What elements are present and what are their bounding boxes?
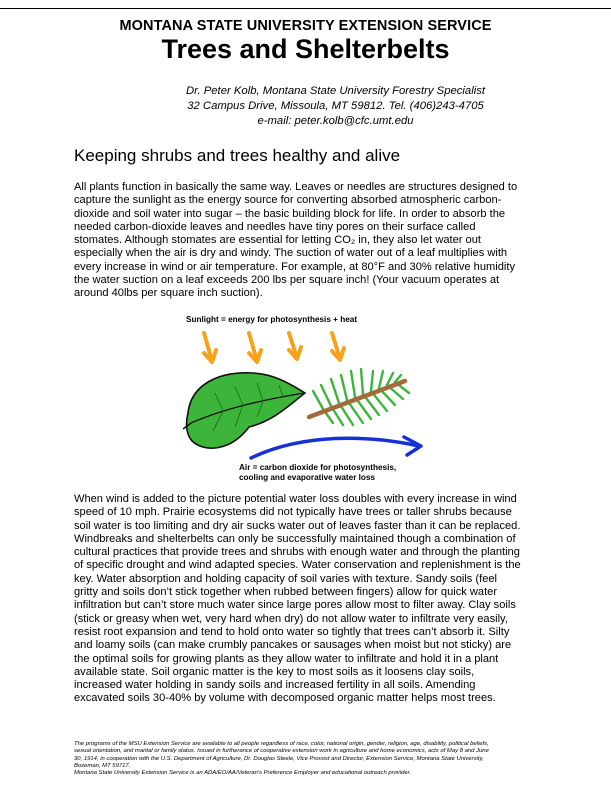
text-line: When wind is added to the picture potential water loss doubles with every increase in wind bbox=[74, 493, 517, 505]
footer-line: 30, 1914, in cooperation with the U.S. Department of Agriculture, Dr. Douglas Steele, Vice Provost and Director, Extension Service, Montana State University, bbox=[74, 755, 484, 762]
text-line: stomates. Although stomates are essential for letting CO₂ in, they also let water out bbox=[74, 234, 481, 247]
sun-arrow-icon bbox=[289, 333, 301, 359]
text-line: excavated soils 30-40% by volume with decomposed organic matter helps most trees. bbox=[74, 692, 496, 705]
text-line: capture the sunlight as the energy source for converting absorbed atmospheric carbon- bbox=[74, 194, 502, 207]
section-heading: Keeping shrubs and trees healthy and alive bbox=[74, 146, 401, 165]
footer-disclaimer bbox=[74, 741, 564, 777]
text-line: of specific drought and wind adapted species. Water conservation and replenishment is the bbox=[74, 559, 521, 572]
author-line: Dr. Peter Kolb, Montana State University Forestry Specialist bbox=[185, 85, 486, 97]
email-line: e-mail: peter.kolb@cfc.umt.edu bbox=[257, 115, 414, 127]
address-line: 32 Campus Drive, Missoula, MT 59812. Tel. (406)243-4705 bbox=[187, 100, 484, 112]
photosynthesis-diagram bbox=[183, 313, 433, 487]
text-line: and loamy soils (can make crumbly pancakes or sausages when moist but not sticky) are bbox=[74, 639, 512, 652]
text-line: speed of 10 mph. Prairie ecosystems did not typically have trees or taller shrubs because bbox=[74, 506, 512, 519]
text-line: increased water holding in sandy soils and increased fertility in all soils. Amending bbox=[74, 679, 476, 692]
diagram-graphic bbox=[183, 313, 433, 487]
text-line: All plants function in basically the same way. Leaves or needles are structures designed to bbox=[74, 181, 518, 193]
footer-line: sexual orientation, and marital or family status. Issued in furtherance of cooperative extension work in agriculture and home economics, acts of May 8 and June bbox=[74, 748, 489, 755]
author-block bbox=[0, 84, 611, 129]
text-line: cultural practices that provide trees and shrubs with enough water and through the planting bbox=[74, 546, 520, 559]
top-rule bbox=[0, 8, 611, 9]
text-line: around 40lbs per square inch suction). bbox=[74, 287, 263, 300]
text-line: infiltration but can’t store much water since large pores allow most to filter away. Clay soils bbox=[74, 599, 516, 612]
text-line: Windbreaks and shelterbelts can only be successfully maintained though a combination of bbox=[74, 532, 516, 545]
text-line: every increase in wind or air temperature. For example, at 80°F and 30% relative humidity bbox=[74, 260, 515, 273]
text-line: soil water is too limiting and dry air sucks water out of leaves faster than it can be replaced. bbox=[74, 519, 521, 532]
conifer-twig-icon bbox=[309, 369, 409, 425]
sun-arrow-icon bbox=[204, 333, 216, 362]
air-label-line2: cooling and evaporative water loss bbox=[239, 473, 376, 482]
sunlight-label: Sunlight = energy for photosynthesis + heat bbox=[186, 315, 358, 324]
text-line: the optimal soils for growing plants as they allow water to infiltrate and hold it in a plant bbox=[74, 652, 499, 665]
text-line: (stick or greasy when wet, very hard when dry) do not allow water to infiltrate very easily, bbox=[74, 612, 508, 625]
text-line: key. Water absorption and holding capacity of soil varies with texture. Sandy soils (feel bbox=[74, 572, 498, 585]
organization-name: MONTANA STATE UNIVERSITY EXTENSION SERVICE bbox=[119, 18, 492, 34]
broad-leaf-icon bbox=[183, 373, 305, 448]
sun-arrow-icon bbox=[332, 333, 344, 360]
text-line: needed carbon-dioxide leaves and needles have tiny pores on their surface called bbox=[74, 220, 476, 233]
text-line: the water suction on a leaf exceeds 200 lbs per square inch! (Your vacuum operates at bbox=[74, 274, 500, 287]
sun-arrow-icon bbox=[249, 333, 261, 362]
footer-line: The programs of the MSU Extension Service are available to all people regardless of race, color, national origin, gender, religion, age, disability, political beliefs, bbox=[74, 741, 489, 747]
paragraph-soils bbox=[74, 493, 542, 706]
text-line: especially when the air is dry and windy. The suction of water out of a leaf multiplies with bbox=[74, 247, 508, 260]
text-line: available state. Soil organic matter is the key to most soils as it loosens clay soils, bbox=[74, 665, 475, 678]
text-line: resist root expansion and tend to hold onto water so tightly that trees can’t absorb it. Silty bbox=[74, 625, 510, 638]
air-label-line1: Air = carbon dioxide for photosynthesis, bbox=[239, 463, 397, 472]
paragraph-intro bbox=[74, 181, 542, 301]
text-line: dioxide and soil water into sugar – the basic building block for life. In order to absorb the bbox=[74, 207, 506, 220]
footer-line: Bozeman, MT 59717. bbox=[74, 762, 131, 769]
text-line: gritty and soils don’t stick together when rubbed between fingers) allow for quick water bbox=[74, 586, 498, 599]
page-title: Trees and Shelterbelts bbox=[161, 34, 450, 64]
sunlight-arrows bbox=[204, 333, 344, 362]
wind-arrow-icon bbox=[251, 437, 421, 458]
footer-line: Montana State University Extension Service is an ADA/EO/AA/Veteran's Preference Employer and educational outreach provider. bbox=[74, 770, 412, 777]
